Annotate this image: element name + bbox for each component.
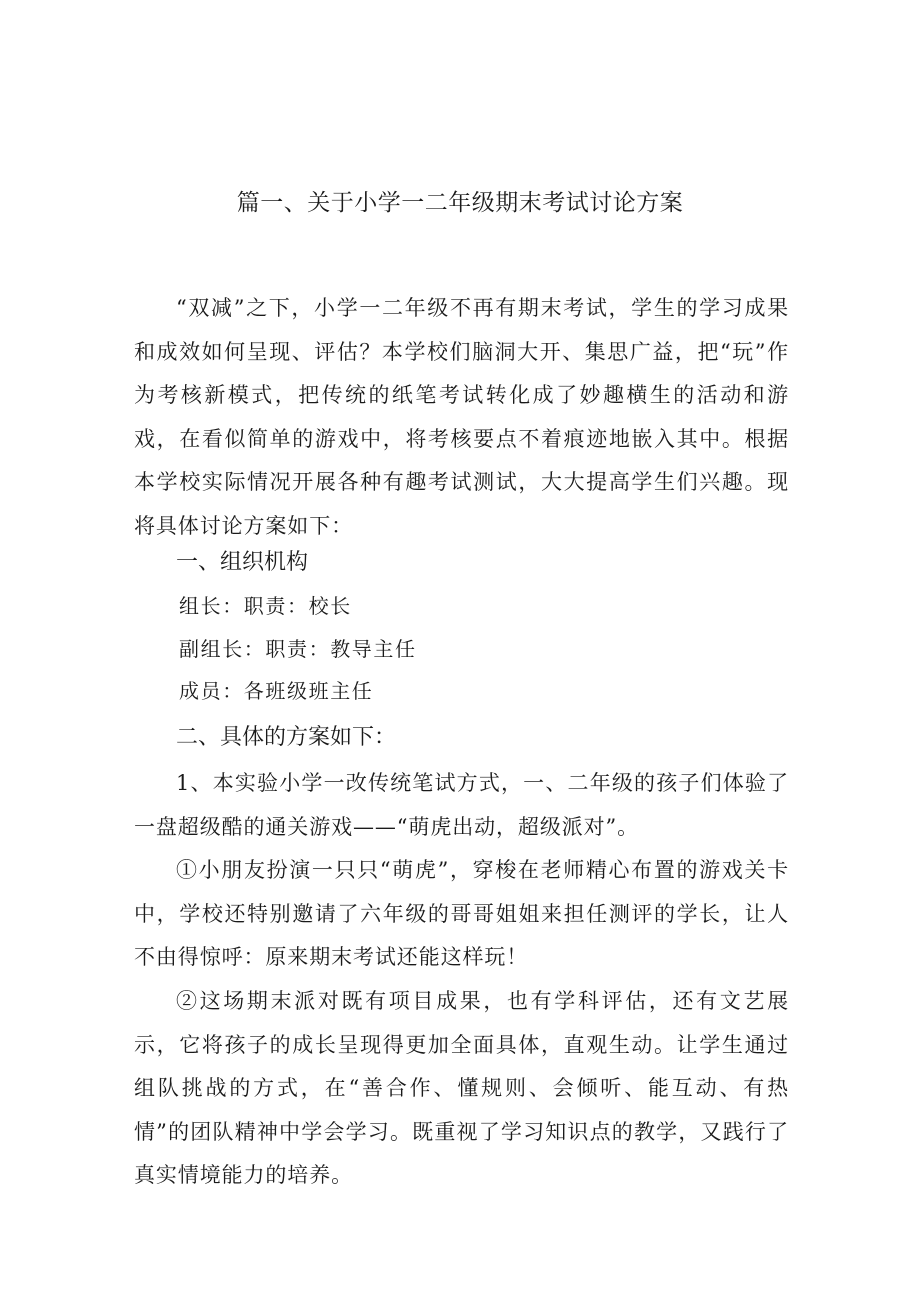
plan-paragraph-2: ①小朋友扮演一只只“萌虎”，穿梭在老师精心布置的游戏关卡中，学校还特别邀请了六年级的哥哥姐姐来担任测评的学长，让人不由得惊呼：原来期末考试还能这样玩！ [134,858,789,969]
document-title: 篇一、关于小学一二年级期末考试讨论方案 [236,190,684,216]
member-line-members: 成员：各班级班主任 [179,679,374,703]
intro-paragraph: “双减”之下，小学一二年级不再有期末考试，学生的学习成果和成效如何呈现、评估？本学校们脑洞大开、集思广益，把“玩”作为考核新模式，把传统的纸笔考试转化成了妙趣横生的活动和游戏，在看似简单的游戏中，将考核要点不着痕迹地嵌入其中。根据本学校实际情况开展各种有趣考试测试，大大提高学生们兴趣。现将具体讨论方案如下： [134,296,789,538]
plan-paragraph-1: 1、本实验小学一改传统笔试方式，一、二年级的孩子们体验了一盘超级酷的通关游戏——“萌虎出动，超级派对”。 [134,771,789,839]
member-line-deputy-leader: 副组长：职责：教导主任 [179,637,417,661]
section-heading-organization: 一、组织机构 [176,550,309,575]
member-line-leader: 组长：职责：校长 [179,594,352,618]
section-heading-plan: 二、具体的方案如下： [176,725,397,750]
plan-paragraph-3: ②这场期末派对既有项目成果，也有学科评估，还有文艺展示，它将孩子的成长呈现得更加全面具体，直观生动。让学生通过组队挑战的方式，在“善合作、懂规则、会倾听、能互动、有热情”的团队精神中学会学习。既重视了学习知识点的教学，又践行了真实情境能力的培养。 [134,989,789,1187]
